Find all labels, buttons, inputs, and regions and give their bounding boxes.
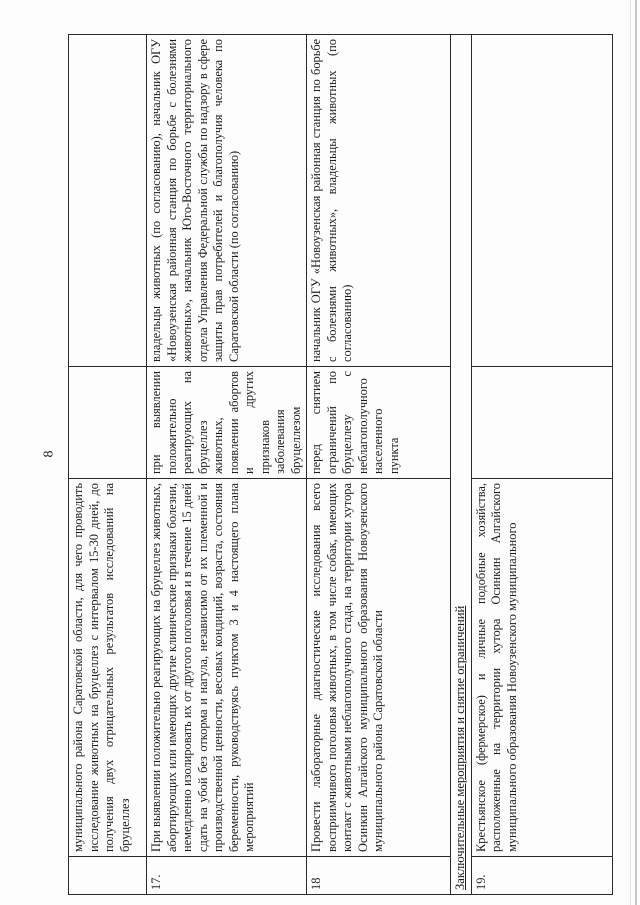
- term-cell: [69, 367, 147, 479]
- responsible-cell: [69, 35, 147, 367]
- measures-table: [68, 34, 613, 895]
- responsible-cell: владельцы животных (по согласованию), начальник ОГУ «Новоузенская районная станция по борьбе с болезнями животных», начальник Юго-Восточного территориального отдела Управления Федеральной службы по надзору в сфере защиты прав потребителей и благополучия человека по Саратовской области (по согласованию): [147, 35, 307, 367]
- term-cell: перед снятием ограничений по бруцеллезу с неблагополучного населенного пункта: [307, 367, 451, 479]
- table-row: [307, 35, 451, 895]
- responsible-cell: [471, 35, 613, 367]
- action-cell: муниципального района Саратовской области, для чего проводить исследование животных на бруцеллез с интервалом 15-30 дней, до получения двух отрицательных результатов исследований на бруцеллез: [69, 479, 147, 857]
- term-cell: при выявлении положительно реагирующих на бруцеллез животных, появлении абортов и других признаков заболевания бруцеллезом: [147, 367, 307, 479]
- rotated-table-container: [68, 35, 613, 895]
- responsible-cell: начальник ОГУ «Новоузенская районная станция по борьбе с болезнями животных», владельцы животных (по согласованию): [307, 35, 451, 367]
- row-number: 19.: [471, 857, 613, 895]
- action-cell: Провести лабораторные диагностические исследования всего восприимчивого поголовья животных, в том числе собак, имеющих контакт с животными неблагополучного стада, на территории хутора Осинкин Алгайского муниципального образования Новоузенского муниципального района Саратовской области: [307, 479, 451, 857]
- row-number: 18: [307, 857, 451, 895]
- row-number: [69, 857, 147, 895]
- action-cell: Крестьянское (фермерское) и личные подобные хозяйства, расположенные на территории хутора Осинкин Алгайского муниципального образования Новоузенского муниципального: [471, 479, 613, 857]
- table-row: [69, 35, 147, 895]
- action-cell: При выявлении положительно реагирующих на бруцеллез животных, абортирующих или имеющих другие клинические признаки болезни, немедленно изолировать их от другого поголовья и в течение 15 дней сдать на убой без откорма и нагула, независимо от их племенной и производственной ценности, весовых кондиций, возраста, состояния беременности, руководствуясь пунктом 3 и 4 настоящего плана мероприятий: [147, 479, 307, 857]
- section-title: Заключительные мероприятия и снятие ограничений: [451, 35, 472, 895]
- scan-edge: [635, 0, 637, 905]
- term-cell: [471, 367, 613, 479]
- table-row: [471, 35, 613, 895]
- page-number: 8: [41, 450, 57, 458]
- row-number: 17.: [147, 857, 307, 895]
- scan-edge-inner: [630, 0, 631, 905]
- section-row: [451, 35, 472, 895]
- table-row: [147, 35, 307, 895]
- table-area: [68, 35, 613, 895]
